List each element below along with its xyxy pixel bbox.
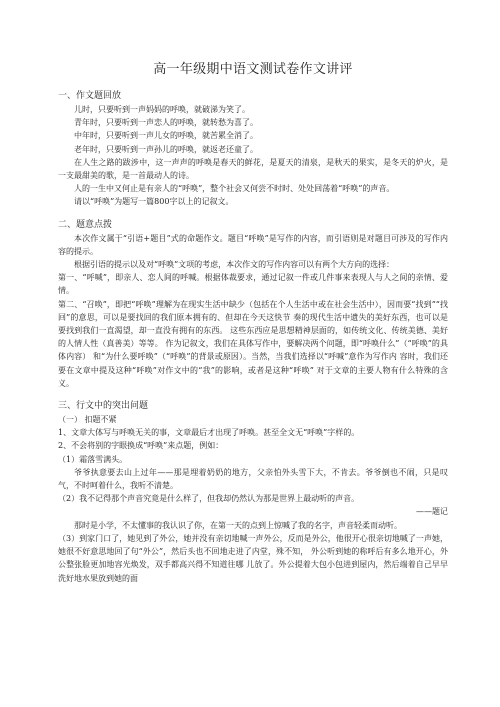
- paragraph: 老年时，只要听到一声孙儿的呼唤，就返老还童了。: [74, 144, 258, 154]
- epigraph-label: ——题记: [416, 507, 448, 517]
- paragraph: 2、不会将别的字眼换成“呼唤”来点题，例如：: [58, 441, 224, 451]
- paragraph: 中年时，只要听到一声儿女的呼唤，就苦累全消了。: [74, 131, 258, 141]
- section-heading: 二、题意点拨: [58, 219, 113, 230]
- paragraph: 那时是小学，不太懂事的我认识了你，在第一天的点到上惊喊了我的名字，声音轻柔而动听。: [74, 520, 402, 530]
- subsection-heading: （一） 扣题不紧: [58, 415, 117, 425]
- section-heading: 三、行文中的突出问题: [58, 401, 149, 412]
- paragraph: 人的一生中又何止是有亲人的“呼唤”，整个社会又何尝不时时、处处回荡着“呼唤”的声音。: [74, 184, 395, 194]
- paragraph: 儿时，只要听到一声妈妈的呼唤，就破涕为笑了。: [74, 105, 250, 114]
- paragraph: 青年时，只要听到一声恋人的呼唤，就转愁为喜了。: [74, 118, 258, 128]
- paragraph: 本次作文属于“引语+题目”式的命题作文。题目“呼唤”是写作的内容，而引语则是对题目可涉及的写作内容的提示。: [58, 233, 448, 256]
- paragraph: 爷爷执意要去山上过年——那是埋着奶奶的地方，父亲怕外头雪下大，不肯去。爷爷倒也不闹，只是叹气，不时呵着什么，我听不清楚。: [58, 467, 448, 491]
- paragraph: 在人生之路的跋涉中，这一声声的呼唤是春天的鲜花，是夏天的清泉，是秋天的果实，是冬天的炉火，是一支最甜美的歌，是一首最动人的诗。: [58, 157, 448, 181]
- page-title: 高一年级期中语文测试卷作文讲评: [153, 62, 353, 77]
- paragraph: 根据引语的提示以及对“呼唤”文项的考虑，本次作文的写作内容可以有两个大方向的选择：: [74, 260, 395, 270]
- paragraph: 第二、“召唤”，即把“呼唤”理解为在现实生活中缺少（包括在个人生活中或在社会生活中），因而要“找到”“找回”的意思，可以是要找回的我们原本拥有的、但却在今天这快节 奏的现代生活中遗失的美好东西，也可以是要找到我们一直渴望，却一直没有拥有的东西。 这些东西应是思想精神层面的，如传统文化、传统美德、美好的人情人性（真善美）等等。 作为记叙文，我们在具体写作中，要解决两个问题，即“呼唤什么”（“呼唤”的具体内容） 和“为什么要呼唤”（“呼唤”的背景或原因）。当然，当我们选择以“呼喊”意作为写作内 容时，我们还要在文章中提及这种“呼唤”对作文中的“我”的影响，或者是这种“呼唤” 对于文章的主要人物有什么特殊的含义。: [58, 299, 448, 388]
- paragraph: （2）我不记得那个声音究竟是什么样了，但我却仍然认为那是世界上最动听的声音。: [58, 494, 360, 504]
- paragraph: 请以“呼唤”为题写一篇800字以上的记叙文。: [74, 197, 234, 207]
- paragraph: （1）霜落雪满头。: [58, 454, 128, 464]
- paragraph: 第一、“呼喊”，即亲人、恋人间的呼喊。根据体裁要求，通过记叙一件或几件事来表现人与人之间的亲情、爱情。: [58, 273, 448, 296]
- section-heading: 一、作文题回放: [58, 91, 122, 101]
- paragraph: （3）到家门口了，她见到了外公，她并没有亲切地喊一声外公，反而是外公，他很开心很亲切地喊了一声她，她很不好意思地回了句“外公”，然后头也不回地走进了内堂，殊不知， 外公听到她的称呼后有多么地开心，外公整张脸更加地容光焕发，双手都高兴得不知道往哪 儿放了。外公提着大包小包进到屋内，然后端着自己早早洗好地水果放到她的面: [58, 533, 448, 583]
- paragraph: 1、文章大体写与呼唤无关的事，文章最后才出现了呼唤。甚至全文无“呼唤”字样的。: [58, 428, 360, 438]
